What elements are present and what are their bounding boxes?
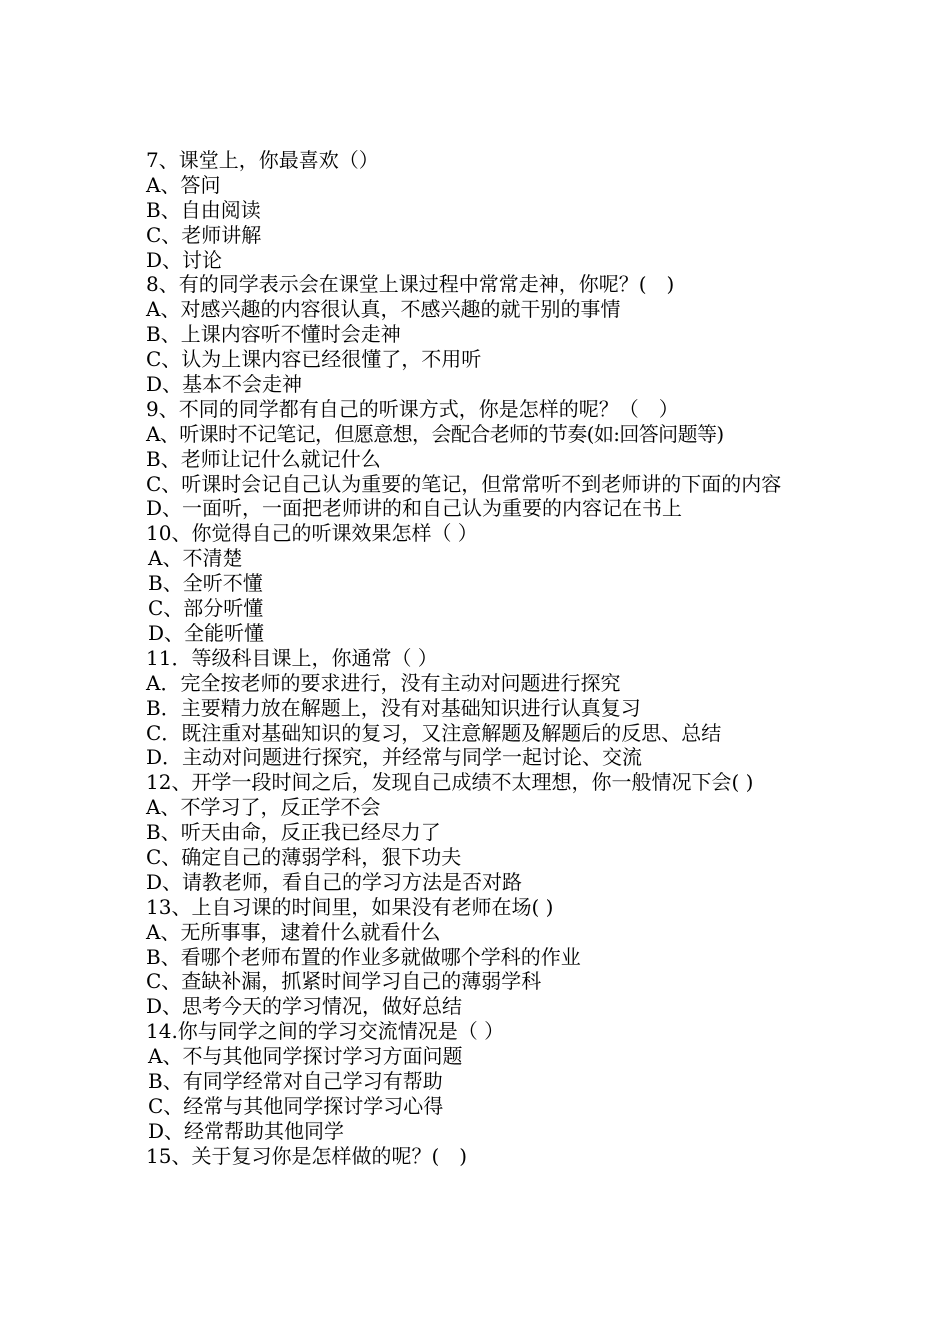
question-10-option-a: A、不清楚 — [148, 546, 243, 571]
question-12-option-d: D、请教老师，看自己的学习方法是否对路 — [146, 869, 523, 894]
question-13-option-b: B、看哪个老师布置的作业多就做哪个学科的作业 — [146, 944, 581, 969]
question-7-option-b: B、自由阅读 — [146, 197, 261, 222]
question-10-option-d: D、全能听懂 — [148, 620, 265, 645]
question-10: 10、你觉得自己的听课效果怎样（ ） — [146, 521, 478, 546]
question-13: 13、上自习课的时间里，如果没有老师在场( ) — [146, 894, 554, 919]
question-13-option-a: A、无所事事，逮着什么就看什么 — [146, 919, 441, 944]
question-9: 9、不同的同学都有自己的听课方式，你是怎样的呢？（ ） — [146, 396, 679, 421]
question-13-option-d: D、思考今天的学习情况，做好总结 — [146, 994, 463, 1019]
question-8-option-b: B、上课内容听不懂时会走神 — [146, 322, 401, 347]
question-12-option-c: C、确定自己的薄弱学科，狠下功夫 — [146, 844, 462, 869]
document-body — [146, 148, 816, 1169]
question-12: 12、开学一段时间之后，发现自己成绩不太理想，你一般情况下会( ) — [146, 770, 754, 795]
question-8-option-c: C、认为上课内容已经很懂了，不用听 — [146, 347, 482, 372]
question-9-option-d: D、一面听，一面把老师讲的和自己认为重要的内容记在书上 — [146, 496, 683, 521]
question-13-option-c: C、查缺补漏，抓紧时间学习自己的薄弱学科 — [146, 969, 542, 994]
question-15: 15、关于复习你是怎样做的呢？( ) — [146, 1143, 468, 1168]
question-11-option-a: A．完全按老师的要求进行，没有主动对问题进行探究 — [146, 670, 621, 695]
question-14-option-a: A、不与其他同学探讨学习方面问题 — [148, 1044, 463, 1069]
question-8-option-a: A、对感兴趣的内容很认真，不感兴趣的就干别的事情 — [146, 297, 621, 322]
question-14: 14.你与同学之间的学习交流情况是（ ） — [146, 1019, 505, 1044]
question-14-option-c: C、经常与其他同学探讨学习心得 — [148, 1093, 444, 1118]
question-11-option-d: D．主动对问题进行探究，并经常与同学一起讨论、交流 — [146, 745, 643, 770]
question-10-option-c: C、部分听懂 — [148, 596, 264, 621]
question-12-option-a: A、不学习了，反正学不会 — [146, 795, 381, 820]
question-7: 7、课堂上，你最喜欢（） — [146, 148, 379, 172]
question-8-option-d: D、基本不会走神 — [146, 372, 303, 397]
question-8: 8、有的同学表示会在课堂上课过程中常常走神，你呢？( ) — [146, 272, 675, 297]
question-9-option-b: B、老师让记什么就记什么 — [146, 446, 381, 471]
question-11-option-b: B．主要精力放在解题上，没有对基础知识进行认真复习 — [146, 695, 641, 720]
question-7-option-c: C、老师讲解 — [146, 222, 262, 247]
question-11: 11．等级科目课上，你通常（ ） — [146, 645, 438, 670]
question-14-option-b: B、有同学经常对自己学习有帮助 — [148, 1068, 443, 1093]
question-7-option-a: A、答问 — [146, 172, 221, 197]
question-14-option-d: D、经常帮助其他同学 — [148, 1118, 345, 1143]
question-11-option-c: C．既注重对基础知识的复习，又注意解题及解题后的反思、总结 — [146, 720, 722, 745]
question-9-option-a: A、听课时不记笔记，但愿意想，会配合老师的节奏(如:回答问题等) — [146, 421, 724, 446]
question-10-option-b: B、全听不懂 — [148, 571, 263, 596]
question-7-option-d: D、讨论 — [146, 247, 223, 272]
question-12-option-b: B、听天由命，反正我已经尽力了 — [146, 820, 441, 845]
question-9-option-c: C、听课时会记自己认为重要的笔记，但常常听不到老师讲的下面的内容 — [146, 471, 782, 496]
